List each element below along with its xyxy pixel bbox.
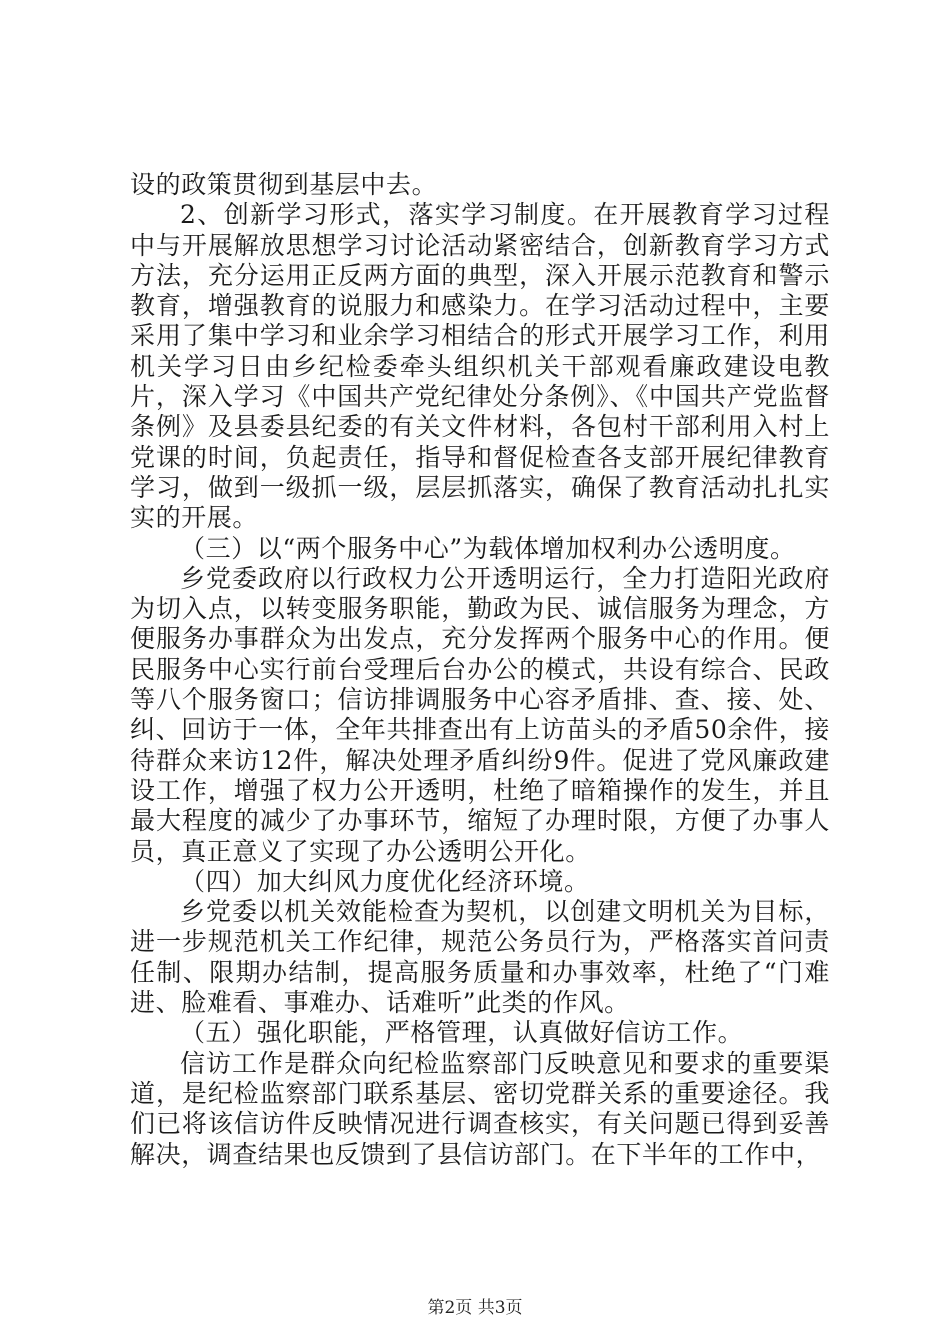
section-heading-petition-work: （五）强化职能，严格管理，认真做好信访工作。 <box>180 1018 744 1048</box>
section-heading-rectify-conduct: （四）加大纠风力度优化经济环境。 <box>180 866 590 896</box>
document-body <box>130 170 830 1170</box>
paragraph-service-centers: 乡党委政府以行政权力公开透明运行，全力打造阳光政府为切入点，以转变服务职能，勤政为民、诚信服务为理念，方便服务办事群众为出发点，充分发挥两个服务中心的作用。便民服务中心实行前台受理后台办公的模式，共设有综合、民政等八个服务窗口；信访排调服务中心容矛盾排、查、接、处、纠、回访于一体，全年共排查出有上访苗头的矛盾50余件，接待群众来访12件，解决处理矛盾纠纷9件。促进了党风廉政建设工作，增强了权力公开透明，杜绝了暗箱操作的发生，并且最大程度的减少了办事环节，缩短了办理时限，方便了办事人员，真正意义了实现了办公透明公开化。 <box>130 563 830 866</box>
paragraph-study-forms: 2、创新学习形式，落实学习制度。在开展教育学习过程中与开展解放思想学习讨论活动紧密结合，创新教育学习方式方法，充分运用正反两方面的典型，深入开展示范教育和警示教育，增强教育的说服力和感染力。在学习活动过程中，主要采用了集中学习和业余学习相结合的形式开展学习工作，利用机关学习日由乡纪检委牵头组织机关干部观看廉政建设电教片，深入学习《中国共产党纪律处分条例》、《中国共产党监督条例》及县委县纪委的有关文件材料，各包村干部利用入村上党课的时间，负起责任，指导和督促检查各支部开展纪律教育学习，做到一级抓一级，层层抓落实，确保了教育活动扎扎实实的开展。 <box>130 200 830 533</box>
section-heading-service-centers: （三）以“两个服务中心”为载体增加权利办公透明度。 <box>180 533 796 563</box>
page-footer <box>0 1298 950 1318</box>
page-number-label: 第2页 共3页 <box>427 1298 523 1318</box>
paragraph-rectify-conduct: 乡党委以机关效能检查为契机，以创建文明机关为目标，进一步规范机关工作纪律，规范公务员行为，严格落实首问责任制、限期办结制，提高服务质量和办事效率，杜绝了“门难进、脸难看、事难办、话难听”此类的作风。 <box>130 897 830 1018</box>
paragraph-continuation: 设的政策贯彻到基层中去。 <box>130 170 438 199</box>
paragraph-petition-work: 信访工作是群众向纪检监察部门反映意见和要求的重要渠道，是纪检监察部门联系基层、密切党群关系的重要途径。我们已将该信访件反映情况进行调查核实，有关问题已得到妥善解决，调查结果也反馈到了县信访部门。在下半年的工作中， <box>130 1048 830 1169</box>
